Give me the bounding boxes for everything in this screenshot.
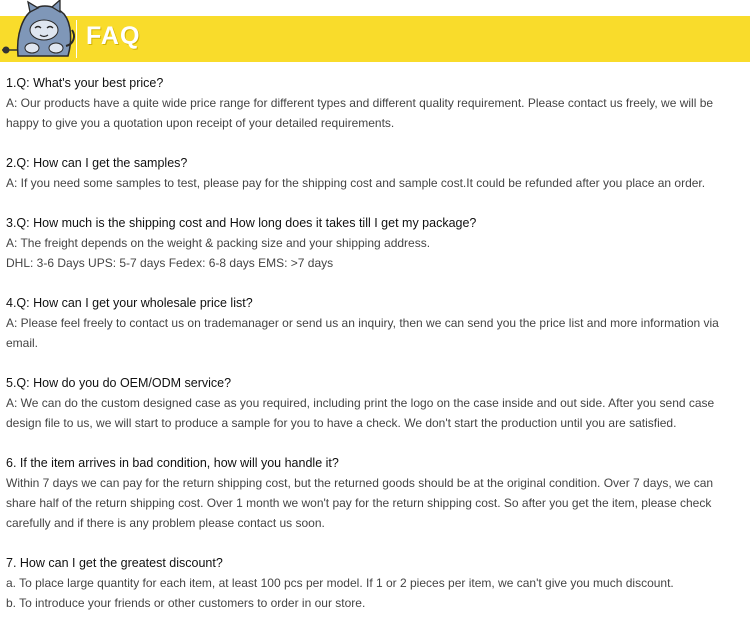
faq-item-6 <box>6 453 746 533</box>
faq-item-7 <box>6 553 746 613</box>
faq-item-5 <box>6 373 746 433</box>
faq-answer: Within 7 days we can pay for the return shipping cost, but the returned goods should be at the original condition. Over 7 days, we can share half of the return shipping cost. Over 1 month we won't pay for the return shipping cost. So after you get the item, please check carefully and if there is any problem please contact us soon. <box>6 476 714 530</box>
faq-question: 2.Q: How can I get the samples? <box>6 156 188 170</box>
faq-question: 4.Q: How can I get your wholesale price list? <box>6 296 253 310</box>
faq-list <box>6 73 746 633</box>
page-title: FAQ <box>86 22 141 50</box>
faq-question: 3.Q: How much is the shipping cost and How long does it takes till I get my package? <box>6 216 477 230</box>
faq-answer: A: If you need some samples to test, please pay for the shipping cost and sample cost.It could be refunded after you place an order. <box>6 176 706 190</box>
faq-answer-a: a. To place large quantity for each item, at least 100 pcs per model. If 1 or 2 pieces per item, we can't give you much discount. <box>6 576 674 590</box>
faq-question: 6. If the item arrives in bad condition, how will you handle it? <box>6 456 339 470</box>
faq-item-2 <box>6 153 746 193</box>
banner-divider <box>76 20 77 58</box>
faq-question: 5.Q: How do you do OEM/ODM service? <box>6 376 232 390</box>
cat-mascot-icon <box>0 0 82 62</box>
faq-answer-b: b. To introduce your friends or other customers to order in our store. <box>6 596 366 610</box>
faq-answer: A: We can do the custom designed case as you required, including print the logo on the case inside and out side. After you send case design file to us, we will start to produce a sample for you to have a check. We don't start the production until you are satisfied. <box>6 396 715 430</box>
faq-answer: A: Our products have a quite wide price range for different types and different quality requirement. Please contact us freely, we will be happy to give you a quotation upon receipt of your detailed requirements. <box>6 96 714 130</box>
faq-item-4 <box>6 293 746 353</box>
faq-answer: A: Please feel freely to contact us on trademanager or send us an inquiry, then we can send you the price list and more information via email. <box>6 316 719 350</box>
faq-item-1 <box>6 73 746 133</box>
faq-question: 7. How can I get the greatest discount? <box>6 556 223 570</box>
faq-item-3 <box>6 213 746 273</box>
faq-answer: A: The freight depends on the weight & packing size and your shipping address. <box>6 236 431 250</box>
faq-question: 1.Q: What's your best price? <box>6 76 164 90</box>
faq-answer-shipping-times: DHL: 3-6 Days UPS: 5-7 days Fedex: 6-8 days EMS: >7 days <box>6 256 334 270</box>
